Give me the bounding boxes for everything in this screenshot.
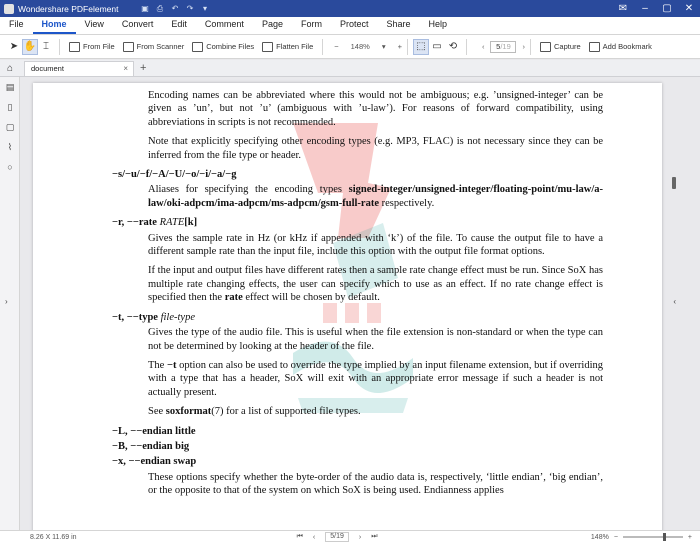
- menu-file[interactable]: File: [9, 19, 24, 29]
- paragraph: Gives the sample rate in Hz (or kHz if appended with ‘k’) of the file. To cause the output file to have a different sample rate than the input file, include this option with the output file format options.: [148, 232, 603, 258]
- option-name: −r, −−rate: [112, 217, 160, 229]
- paragraph: [148, 405, 603, 418]
- status-page-current: 5: [330, 533, 335, 540]
- from-scanner-label: From Scanner: [136, 42, 185, 51]
- next-page-icon[interactable]: ›: [358, 533, 362, 541]
- menu-edit[interactable]: Edit: [171, 19, 187, 29]
- toolbar-divider: [530, 39, 531, 55]
- toolbar-divider: [322, 39, 323, 55]
- menu-view[interactable]: View: [84, 19, 104, 29]
- zoom-control: [334, 42, 402, 51]
- redo-icon[interactable]: ↷: [186, 4, 194, 13]
- status-page-navigator: [297, 532, 378, 542]
- expand-right-panel-icon[interactable]: ‹: [673, 297, 676, 306]
- prev-page-icon[interactable]: ‹: [312, 533, 316, 541]
- option-heading: −L, −−endian little: [112, 425, 196, 437]
- menu-convert[interactable]: Convert: [121, 19, 154, 29]
- left-sidebar: [0, 77, 20, 530]
- menu-form[interactable]: Form: [300, 19, 322, 29]
- from-file-label: From File: [83, 42, 115, 51]
- menu-page[interactable]: Page: [261, 19, 283, 29]
- minimize-icon[interactable]: –: [642, 3, 648, 14]
- status-page-total: /19: [334, 533, 344, 540]
- text-span: effect will be chosen by default.: [242, 292, 380, 304]
- paragraph: [148, 183, 603, 210]
- restore-icon[interactable]: ▢: [662, 3, 672, 14]
- quick-access-toolbar: [140, 4, 209, 13]
- flatten-file-label: Flatten File: [276, 42, 314, 51]
- page-current: 5: [496, 41, 501, 51]
- thumbnails-icon[interactable]: ▤: [5, 81, 15, 92]
- from-scanner-button[interactable]: [119, 38, 189, 56]
- flatten-file-button[interactable]: [258, 38, 317, 56]
- app-title: Wondershare PDFelement: [18, 3, 119, 14]
- combine-files-button[interactable]: [188, 38, 258, 56]
- option-heading: −B, −−endian big: [112, 440, 190, 452]
- notifications-icon[interactable]: ✉: [618, 3, 628, 14]
- hand-tool-icon[interactable]: ✋: [22, 39, 38, 55]
- text-span: Aliases for specifying the encoding types: [148, 184, 349, 196]
- option-suffix: [k]: [184, 217, 198, 229]
- document-tab-bar: [0, 60, 700, 77]
- text-span: (7) for a list of supported file types.: [211, 406, 361, 418]
- option-heading: [112, 216, 603, 229]
- search-icon[interactable]: ○: [7, 162, 13, 172]
- new-tab-icon[interactable]: +: [140, 62, 147, 74]
- status-zoom-value: 148%: [590, 533, 609, 541]
- scanner-icon: [123, 42, 134, 52]
- bold-text: signed-integer/unsigned-integer/floating-point/mu-law/a-law/oki-adpcm/ima-adpcm/ms-adpcm/gsm-full-rate: [148, 184, 603, 209]
- paragraph: Gives the type of the audio file. This is useful when the file extension is non-standard or when the type can not be determined by looking at the header of the file.: [148, 327, 603, 352]
- document-viewport[interactable]: [21, 77, 680, 530]
- menu-bar: [0, 17, 700, 35]
- select-cursor-icon[interactable]: ➤: [9, 41, 19, 52]
- next-page-icon[interactable]: ›: [522, 42, 525, 51]
- add-bookmark-button[interactable]: [585, 38, 656, 56]
- capture-icon: [540, 42, 551, 52]
- document-text: [112, 89, 603, 504]
- zoom-out-icon[interactable]: −: [334, 42, 339, 51]
- paragraph: Encoding names can be abbreviated where this would not be ambiguous; e.g. ’unsigned-integer’ can be given as ’un’, but not ’u’ (ambiguous with ’u-law’). For reasons of forward compatibility, using abbreviations in scripts is not recommended.: [148, 90, 603, 128]
- option-heading: [112, 311, 603, 324]
- text-span: If the input and output files have different rates then a sample rate change effect must be run. Since SoX has multiple rate changing effects, the user can specify which to use as an effect. If no rate change effect is specified then the: [148, 265, 603, 304]
- status-zoom: [591, 534, 692, 541]
- capture-label: Capture: [553, 42, 581, 51]
- close-icon[interactable]: ✕: [684, 3, 694, 14]
- title-bar: [0, 0, 700, 17]
- flatten-icon: [262, 42, 273, 52]
- add-bookmark-label: Add Bookmark: [602, 42, 652, 51]
- fit-width-icon[interactable]: ⬚: [413, 39, 429, 55]
- zoom-value[interactable]: 148%: [350, 42, 370, 51]
- menu-comment[interactable]: Comment: [204, 19, 244, 29]
- app-logo-icon: [4, 4, 14, 14]
- menu-protect[interactable]: Protect: [339, 19, 369, 29]
- zoom-out-icon[interactable]: −: [613, 533, 618, 541]
- zoom-slider[interactable]: [623, 536, 683, 538]
- option-heading: −x, −−endian swap: [112, 456, 197, 468]
- option-name: −t, −−type: [112, 311, 161, 323]
- tab-document[interactable]: [24, 61, 134, 76]
- attachments-icon[interactable]: ⌇: [7, 141, 13, 152]
- prev-page-icon[interactable]: ‹: [481, 42, 485, 51]
- status-bar: [0, 530, 700, 543]
- bold-text: rate: [224, 292, 243, 304]
- tab-document-label: document: [31, 63, 64, 73]
- from-file-button[interactable]: [65, 38, 119, 56]
- paragraph: These options specify whether the byte-order of the audio data is, respectively, ‘little endian’, ‘big endian’, or the opposite to that of the system on which SoX is being used. Endianness applies: [148, 471, 603, 497]
- page-total: /19: [500, 41, 511, 51]
- ribbon-toolbar: [0, 35, 700, 59]
- combine-icon: [192, 42, 203, 52]
- capture-button[interactable]: [536, 38, 585, 56]
- text-span: The: [148, 359, 167, 371]
- zoom-dropdown-icon[interactable]: ▾: [381, 42, 386, 51]
- paragraph: [148, 359, 603, 399]
- option-arg: file-type: [160, 311, 195, 323]
- menu-home[interactable]: Home: [33, 16, 76, 34]
- zoom-slider-knob[interactable]: [663, 533, 666, 541]
- option-heading: −s/−u/−f/−A/−U/−o/−i/−a/−g: [112, 169, 237, 181]
- save-icon[interactable]: ▣: [141, 4, 149, 13]
- bold-text: soxformat: [165, 406, 212, 418]
- menu-share[interactable]: Share: [386, 19, 411, 29]
- menu-help[interactable]: Help: [428, 19, 448, 29]
- page-size-label: 8.26 X 11.69 in: [30, 533, 77, 541]
- toolbar-divider: [59, 39, 60, 55]
- first-page-icon[interactable]: ⏮: [296, 533, 303, 540]
- bookmarks-icon[interactable]: ▯: [7, 101, 13, 112]
- file-icon: [69, 42, 80, 52]
- edit-select-icon[interactable]: ⌶: [43, 41, 49, 52]
- toolbar-divider: [466, 39, 467, 55]
- dropdown-icon[interactable]: ▾: [202, 4, 207, 13]
- fit-page-icon[interactable]: ▭: [432, 41, 442, 52]
- text-span: respectively.: [379, 197, 435, 209]
- expand-panel-icon[interactable]: ›: [5, 297, 8, 306]
- page-navigator: [482, 41, 525, 53]
- home-icon[interactable]: ⌂: [6, 62, 14, 74]
- status-page-field[interactable]: [325, 532, 349, 542]
- undo-icon[interactable]: ↶: [171, 4, 179, 13]
- paragraph: [148, 264, 603, 304]
- bold-text: −t: [166, 359, 177, 371]
- paragraph: Note that explicitly specifying other encoding types (e.g. MP3, FLAC) is not necessary since they can be inferred from the file type or header.: [148, 136, 603, 161]
- print-icon[interactable]: ⎙: [156, 4, 164, 13]
- zoom-in-icon[interactable]: +: [687, 533, 692, 541]
- close-tab-icon[interactable]: ×: [123, 63, 128, 73]
- bookmark-icon: [589, 42, 600, 52]
- pdf-page: [33, 83, 662, 530]
- text-span: See: [148, 406, 166, 418]
- text-span: option can also be used to override the type implied by an input filename extension, but if overriding with a type that has a header, SoX will exit with an appropriate error message if such a header is not actually present.: [148, 359, 603, 398]
- combine-files-label: Combine Files: [206, 42, 255, 51]
- option-arg: RATE: [159, 217, 185, 229]
- page-number-field[interactable]: [490, 41, 516, 53]
- last-page-icon[interactable]: ⏭: [371, 533, 378, 540]
- vertical-scrollbar-thumb[interactable]: [672, 177, 676, 189]
- comments-icon[interactable]: ▢: [5, 121, 15, 132]
- rotate-icon[interactable]: ⟲: [448, 41, 458, 52]
- zoom-in-icon[interactable]: +: [397, 42, 402, 51]
- toolbar-divider: [407, 39, 408, 55]
